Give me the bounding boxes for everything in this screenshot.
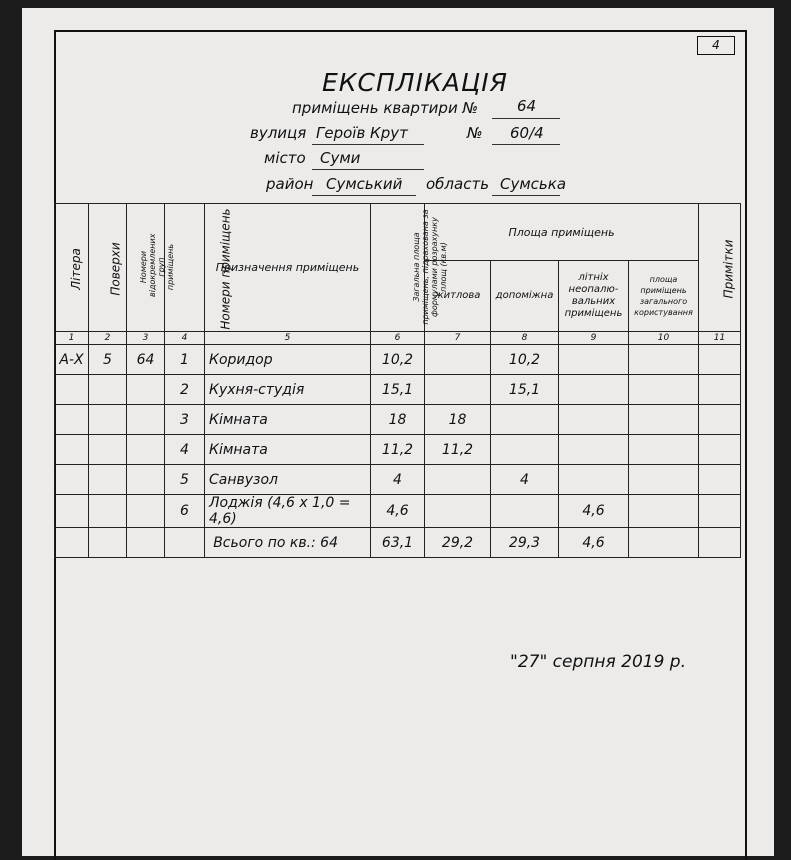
cell-common: [629, 375, 699, 405]
cell-summer: 4,6: [559, 495, 629, 528]
district-label: район: [266, 175, 314, 193]
region-label: область: [426, 175, 490, 193]
column-number: 5: [205, 332, 371, 345]
cell-group: [127, 375, 165, 405]
table-row: [55, 375, 741, 405]
cell-litera: [55, 528, 89, 558]
column-number: 9: [559, 332, 629, 345]
table-row: [55, 405, 741, 435]
cell-litera: А-Х: [55, 345, 89, 375]
header-summer: літніх неопалю-вальних приміщень: [559, 261, 629, 332]
table-row: [55, 435, 741, 465]
cell-floor: [89, 495, 127, 528]
cell-floor: [89, 405, 127, 435]
cell-notes: [699, 495, 741, 528]
cell-summer: [559, 345, 629, 375]
city-name: Суми: [320, 149, 361, 167]
header-common: площа приміщень загального користування: [629, 261, 699, 332]
cell-aux: 10,2: [491, 345, 559, 375]
cell-purpose: Кімната: [205, 435, 371, 465]
cell-group: [127, 495, 165, 528]
apartment-number: 64: [517, 97, 537, 115]
header-living: житлова: [425, 261, 491, 332]
column-number: 11: [699, 332, 741, 345]
cell-litera: [55, 465, 89, 495]
cell-litera: [55, 495, 89, 528]
cell-summer: [559, 435, 629, 465]
total-notes: [699, 528, 741, 558]
cell-room: 4: [165, 435, 205, 465]
column-number: 3: [127, 332, 165, 345]
cell-purpose: Коридор: [205, 345, 371, 375]
column-number-row: [55, 332, 741, 345]
cell-group: [127, 405, 165, 435]
cell-common: [629, 345, 699, 375]
cell-summer: [559, 465, 629, 495]
cell-floor: [89, 465, 127, 495]
cell-group: [127, 465, 165, 495]
cell-common: [629, 465, 699, 495]
cell-aux: [491, 495, 559, 528]
apartment-label: приміщень квартири №: [292, 99, 479, 117]
total-label: Всього по кв.: 64: [205, 528, 371, 558]
house-label: №: [467, 124, 483, 142]
cell-total: 4: [371, 465, 425, 495]
cell-purpose: Кухня-студія: [205, 375, 371, 405]
cell-room: 1: [165, 345, 205, 375]
cell-notes: [699, 345, 741, 375]
cell-notes: [699, 435, 741, 465]
header-total-area: Загальна площа приміщень, підрахована за формулами розрахунку площ (кв.м): [371, 204, 425, 332]
table-row: [55, 345, 741, 375]
cell-living: [425, 375, 491, 405]
cell-purpose: Кімната: [205, 405, 371, 435]
street-name: Героїв Крут: [316, 124, 408, 142]
cell-purpose: Санвузол: [205, 465, 371, 495]
column-number: 7: [425, 332, 491, 345]
cell-room: 5: [165, 465, 205, 495]
house-number: 60/4: [510, 124, 544, 142]
cell-common: [629, 405, 699, 435]
cell-room: 3: [165, 405, 205, 435]
header-group-numbers: Номери відокремлених груп приміщень: [127, 204, 165, 332]
cell-common: [629, 435, 699, 465]
cell-common: [629, 495, 699, 528]
cell-notes: [699, 375, 741, 405]
cell-group: [127, 435, 165, 465]
cell-purpose: Лоджія (4,6 х 1,0 = 4,6): [205, 495, 371, 528]
header-area-group: Площа приміщень: [425, 204, 699, 261]
cell-living: [425, 345, 491, 375]
cell-aux: 15,1: [491, 375, 559, 405]
total-common: [629, 528, 699, 558]
cell-total: 18: [371, 405, 425, 435]
column-number: 1: [55, 332, 89, 345]
header-purpose: Призначення приміщень: [205, 204, 371, 332]
table-row: [55, 495, 741, 528]
cell-total: 10,2: [371, 345, 425, 375]
total-row: [55, 528, 741, 558]
cell-total: 11,2: [371, 435, 425, 465]
column-number: 6: [371, 332, 425, 345]
column-number: 8: [491, 332, 559, 345]
header-room-numbers: Номери приміщень: [165, 204, 205, 332]
total-summer: 4,6: [559, 528, 629, 558]
cell-group: 64: [127, 345, 165, 375]
document-date: "27" серпня 2019 р.: [510, 652, 686, 672]
header-auxiliary: допоміжна: [491, 261, 559, 332]
table-header-row: [55, 204, 741, 261]
cell-aux: 4: [491, 465, 559, 495]
total-living: 29,2: [425, 528, 491, 558]
cell-litera: [55, 375, 89, 405]
cell-group: [127, 528, 165, 558]
cell-aux: [491, 405, 559, 435]
cell-notes: [699, 405, 741, 435]
cell-floor: [89, 435, 127, 465]
page-number: 4: [697, 36, 735, 55]
cell-floor: 5: [89, 345, 127, 375]
region-name: Сумська: [500, 175, 567, 193]
total-area: 63,1: [371, 528, 425, 558]
cell-summer: [559, 405, 629, 435]
district-name: Сумський: [326, 175, 403, 193]
column-number: 10: [629, 332, 699, 345]
cell-summer: [559, 375, 629, 405]
cell-room: 2: [165, 375, 205, 405]
table-row: [55, 465, 741, 495]
cell-floor: [89, 528, 127, 558]
city-label: місто: [264, 149, 306, 167]
cell-floor: [89, 375, 127, 405]
total-aux: 29,3: [491, 528, 559, 558]
cell-room: [165, 528, 205, 558]
cell-aux: [491, 435, 559, 465]
street-label: вулиця: [250, 124, 307, 142]
header-floors: Поверхи: [89, 204, 127, 332]
explication-table: [54, 203, 741, 558]
cell-total: 15,1: [371, 375, 425, 405]
cell-living: [425, 465, 491, 495]
column-number: 2: [89, 332, 127, 345]
cell-living: 18: [425, 405, 491, 435]
cell-litera: [55, 435, 89, 465]
cell-total: 4,6: [371, 495, 425, 528]
header-notes: Примітки: [699, 204, 741, 332]
cell-living: 11,2: [425, 435, 491, 465]
cell-living: [425, 495, 491, 528]
cell-litera: [55, 405, 89, 435]
document-title: ЕКСПЛІКАЦІЯ: [322, 68, 508, 97]
header-litera: Літера: [55, 204, 89, 332]
cell-room: 6: [165, 495, 205, 528]
column-number: 4: [165, 332, 205, 345]
cell-notes: [699, 465, 741, 495]
